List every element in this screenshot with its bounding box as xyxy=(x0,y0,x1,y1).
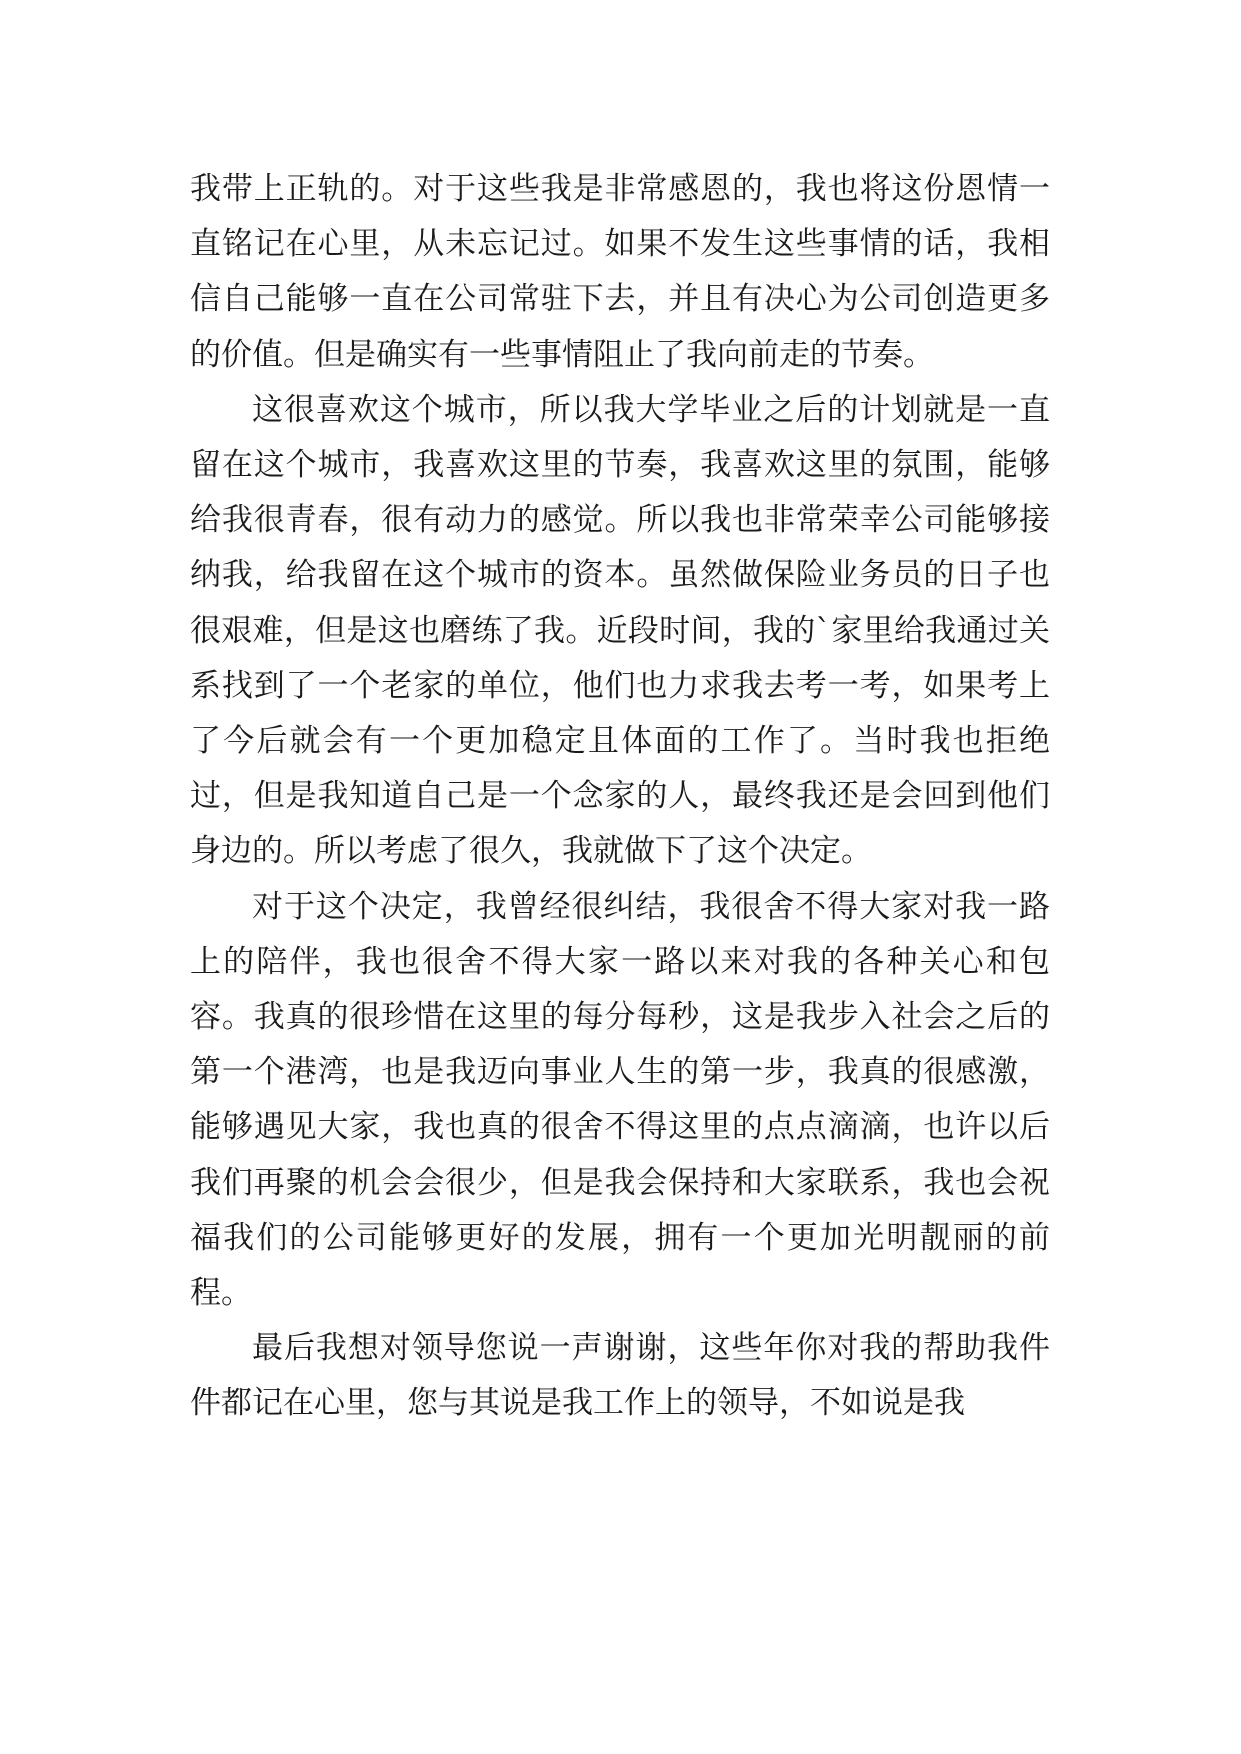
paragraph-2: 这很喜欢这个城市，所以我大学毕业之后的计划就是一直留在这个城市，我喜欢这里的节奏，我喜欢这里的氛围，能够给我很青春，很有动力的感觉。所以我也非常荣幸公司能够接纳我，给我留在这个城市的资本。虽然做保险业务员的日子也很艰难，但是这也磨练了我。近段时间，我的`家里给我通过关系找到了一个老家的单位，他们也力求我去考一考，如果考上了今后就会有一个更加稳定且体面的工作了。当时我也拒绝过，但是我知道自己是一个念家的人，最终我还是会回到他们身边的。所以考虑了很久，我就做下了这个决定。 xyxy=(190,391,1050,870)
paragraph-3: 对于这个决定，我曾经很纠结，我很舍不得大家对我一路上的陪伴，我也很舍不得大家一路以来对我的各种关心和包容。我真的很珍惜在这里的每分每秒，这是我步入社会之后的第一个港湾，也是我迈向事业人生的第一步，我真的很感激，能够遇见大家，我也真的很舍不得这里的点点滴滴，也许以后我们再聚的机会会很少，但是我会保持和大家联系，我也会祝福我们的公司能够更好的发展，拥有一个更加光明靓丽的前程。 xyxy=(190,888,1050,1312)
paragraph-1: 我带上正轨的。对于这些我是非常感恩的，我也将这份恩情一直铭记在心里，从未忘记过。如果不发生这些事情的话，我相信自己能够一直在公司常驻下去，并且有决心为公司创造更多的价值。但是确实有一些事情阻止了我向前走的节奏。 xyxy=(190,171,1050,373)
document-body xyxy=(190,162,1050,1432)
paragraph-4: 最后我想对领导您说一声谢谢，这些年你对我的帮助我件件都记在心里，您与其说是我工作上的领导，不如说是我 xyxy=(190,1330,1050,1422)
